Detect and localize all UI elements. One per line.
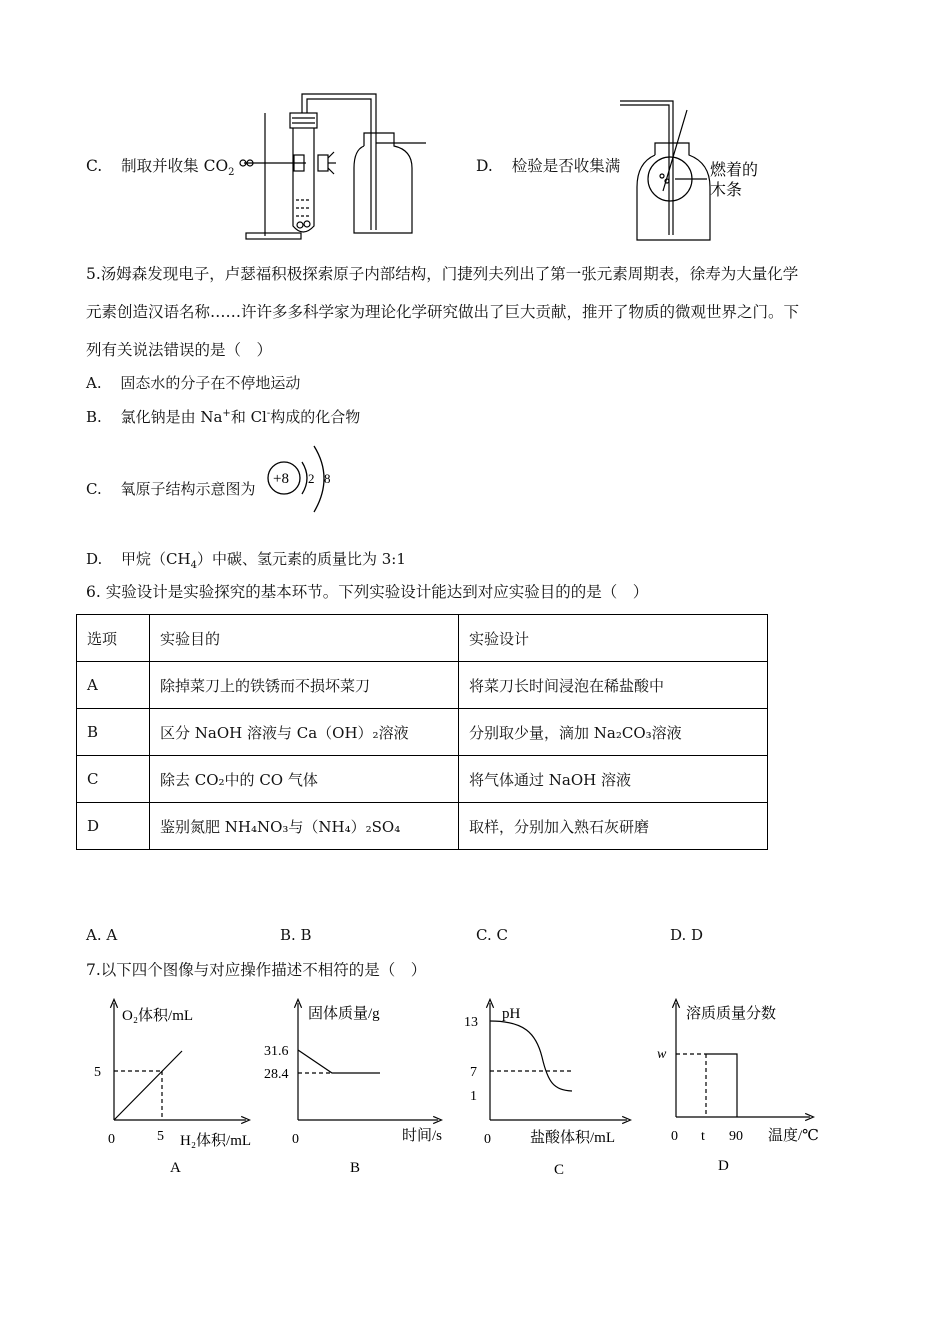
q5-b-text-1: 氯化钠是由 Na [120,408,223,426]
row-option: C [77,756,150,803]
q4-option-c[interactable] [86,156,235,179]
q5-b-text-2: 和 Cl [230,408,267,426]
q5-d-label: D. [86,550,103,568]
table-row [77,662,768,709]
table-header-row [77,615,768,662]
q5-b-label: B. [86,408,102,426]
graph-d-ytick: w [657,1047,667,1062]
graph-d-xtick-90: 90 [729,1129,743,1144]
graph-c-curve [490,1021,572,1091]
row-goal: 区分 NaOH 溶液与 Ca（OH）₂溶液 [150,709,459,756]
graph-a-ylabel: O₂体积/mL [122,1008,194,1024]
graph-b-letter: B [350,1160,361,1176]
row-option: B [77,709,150,756]
graph-d-ylabel: 溶质质量分数 [686,1006,777,1022]
table-row [77,756,768,803]
q5-option-d[interactable] [86,549,406,569]
q5-d-text-1: 甲烷（CH [121,550,191,568]
row-design: 将菜刀长时间浸泡在稀盐酸中 [459,662,768,709]
row-goal: 鉴别氮肥 NH₄NO₃与（NH₄）₂SO₄ [150,803,459,850]
row-design: 取样，分别加入熟石灰研磨 [459,803,768,850]
graph-a-origin: 0 [108,1132,115,1147]
q4-c-label: C. [86,157,103,175]
graph-c-xlabel: 盐酸体积/mL [530,1130,615,1146]
table-row [77,803,768,850]
q6-answer-c[interactable]: C. C [476,926,508,944]
atom-nucleus: +8 [273,471,289,487]
graph-b-ytick-low: 28.4 [264,1067,289,1082]
q5-stem-line-1: 5.汤姆森发现电子，卢瑟福积极探索原子内部结构，门捷列夫列出了第一张元素周期表，徐寿为大量化学 [86,265,799,283]
q5-option-b[interactable] [86,407,360,427]
graph-c-ytick-13: 13 [464,1015,478,1030]
table-row [77,709,768,756]
q4-c-text: 制取并收集 CO [121,157,229,175]
burning-stick-label-1: 燃着的 [710,162,759,179]
q4-d-text: 检验是否收集满 [511,157,621,175]
graph-a-letter: A [170,1160,181,1176]
q5-d-sub: 4 [190,560,197,571]
q5-c-text: 氧原子结构示意图为 [120,480,256,498]
graph-d [650,995,835,1180]
q6-answer-b[interactable]: B. B [280,926,312,944]
q6-answer-d[interactable]: D. D [670,926,704,944]
header-design: 实验设计 [459,615,768,662]
graph-a-xtick: 5 [157,1129,164,1144]
graph-a [86,995,271,1180]
graph-a-xlabel: H₂体积/mL [180,1133,252,1149]
graph-d-xlabel: 温度/℃ [768,1128,819,1144]
q4-option-d[interactable] [476,156,620,176]
q5-b-sup-2: - [266,408,271,419]
atom-shell-2: 8 [324,471,331,486]
q5-option-c[interactable] [86,479,256,499]
atom-shell-1: 2 [308,471,315,486]
graph-b-origin: 0 [292,1132,299,1147]
graph-b [264,995,455,1180]
q5-d-text-2: ）中碳、氢元素的质量比为 3:1 [196,550,406,568]
burning-stick-label-2: 木条 [710,182,743,199]
q6-answer-a[interactable]: A. A [86,926,118,944]
q4-c-sub: 2 [228,167,235,179]
graph-b-ytick-high: 31.6 [264,1044,289,1059]
row-option: A [77,662,150,709]
co2-apparatus-figure [236,88,436,248]
q5-stem-line-3: 列有关说法错误的是（ ） [86,341,273,359]
row-design: 分别取少量，滴加 Na₂CO₃溶液 [459,709,768,756]
row-goal: 除掉菜刀上的铁锈而不损坏菜刀 [150,662,459,709]
graph-a-line [114,1051,182,1120]
graph-c [462,995,642,1180]
q5-a-text: 固态水的分子在不停地运动 [120,374,301,392]
graph-c-origin: 0 [484,1132,491,1147]
row-design: 将气体通过 NaOH 溶液 [459,756,768,803]
q6-stem: 6. 实验设计是实验探究的基本环节。下列实验设计能达到对应实验目的的是（ ） [86,583,649,601]
header-option: 选项 [77,615,150,662]
graph-c-ytick-7: 7 [470,1065,477,1080]
q5-a-label: A. [86,374,102,392]
q5-stem-line-2: 元素创造汉语名称……许许多多科学家为理论化学研究做出了巨大贡献，推开了物质的微观世界之门。下 [86,303,800,321]
graph-c-ytick-1: 1 [470,1089,477,1104]
graph-d-xtick-t: t [701,1129,705,1144]
graph-b-xlabel: 时间/s [402,1128,443,1144]
graph-b-line [298,1050,380,1073]
graph-b-ylabel: 固体质量/g [308,1006,380,1022]
q5-b-sup-1: + [222,408,231,419]
oxygen-atom-diagram [262,440,342,520]
graph-a-ytick: 5 [94,1065,101,1080]
row-goal: 除去 CO₂中的 CO 气体 [150,756,459,803]
graph-c-ylabel: pH [502,1006,521,1022]
q5-b-text-3: 构成的化合物 [270,408,361,426]
q6-table [76,614,768,850]
graph-d-letter: D [718,1158,729,1174]
graph-c-letter: C [554,1162,565,1178]
gas-full-test-figure [615,95,775,245]
graph-d-origin: 0 [671,1129,678,1144]
q5-option-a[interactable] [86,373,300,393]
header-goal: 实验目的 [150,615,459,662]
q5-c-label: C. [86,480,102,498]
graph-d-line [706,1054,737,1117]
q4-d-label: D. [476,157,493,175]
q7-stem: 7.以下四个图像与对应操作描述不相符的是（ ） [86,961,427,979]
row-option: D [77,803,150,850]
